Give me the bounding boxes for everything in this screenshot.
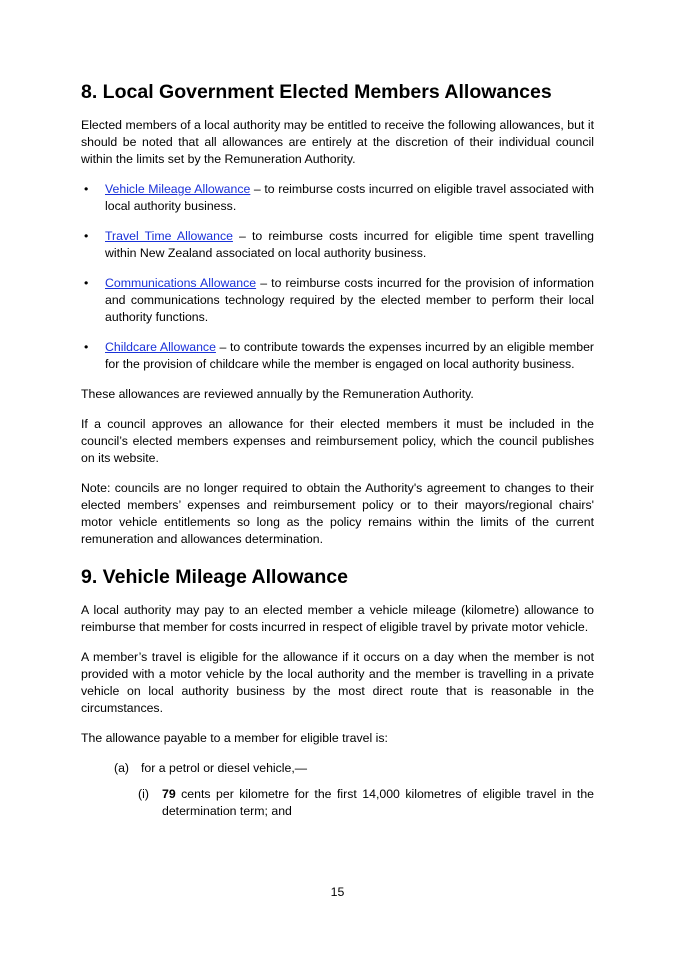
bullet-icon: • [84,182,89,196]
list-item [81,275,594,326]
page-content [81,79,594,820]
section-9-heading: 9. Vehicle Mileage Allowance [81,566,348,588]
allowances-list [81,181,594,373]
rate-value: 79 [162,787,176,801]
bullet-icon: • [84,276,89,290]
item-marker: (a) [114,761,130,775]
item-text: for a petrol or diesel vehicle,— [141,761,308,775]
travel-time-allowance-link[interactable]: Travel Time Allowance [105,229,233,243]
section-9-paragraph-2: A member’s travel is eligible for the allowance if it occurs on a day when the member is not provided with a motor vehicle by the local authority and the member is travelling in a private vehicle on local authority business by the most direct route that is reasonable in the circumstances. [81,650,594,715]
communications-allowance-link[interactable]: Communications Allowance [105,276,257,290]
allowance-payable-list [81,760,594,820]
section-9-paragraph-1: A local authority may pay to an elected member a vehicle mileage (kilometre) allowance to reimburse that member for costs incurred in respect of eligible travel by private motor vehicle. [81,603,594,634]
childcare-allowance-link[interactable]: Childcare Allowance [105,340,216,354]
list-item [81,339,594,373]
list-item [81,228,594,262]
bullet-text: – to reimburse costs incurred on eligible travel associated with local authority business. [105,182,594,213]
bullet-text: – to reimburse costs incurred for the provision of information and communications technology required by the elected member to perform their local authority functions. [105,276,594,324]
page-number: 15 [330,885,345,899]
section-8-heading: 8. Local Government Elected Members Allowances [81,81,552,103]
list-item-a [81,760,594,777]
vehicle-mileage-allowance-link[interactable]: Vehicle Mileage Allowance [105,182,251,196]
note-paragraph: Note: councils are no longer required to obtain the Authority's agreement to changes to their elected members’ expenses and reimbursement policy or to their mayors/regional chairs' motor vehicle entitlements so long as the policy remains within the limits of the current remuneration and allowances determination. [81,481,594,546]
reviewed-paragraph: These allowances are reviewed annually by the Remuneration Authority. [81,387,474,401]
bullet-text: – to reimburse costs incurred for eligible time spent travelling within New Zealand associated on local authority business. [105,229,595,260]
section-9-paragraph-3: The allowance payable to a member for eligible travel is: [81,731,388,745]
list-item-i [81,786,594,820]
item-text: cents per kilometre for the first 14,000 kilometres of eligible travel in the determination term; and [162,787,594,818]
section-8-intro: Elected members of a local authority may be entitled to receive the following allowances, but it should be noted that all allowances are entirely at the discretion of their individual council within the limits set by the Remuneration Authority. [81,118,594,166]
policy-paragraph: If a council approves an allowance for their elected members it must be included in the council’s elected members expenses and reimbursement policy, which the council publishes on its website. [81,417,594,465]
bullet-icon: • [84,229,89,243]
item-marker: (i) [138,787,149,801]
bullet-text: – to contribute towards the expenses incurred by an eligible member for the provision of childcare while the member is engaged on local authority business. [105,340,595,371]
list-item [81,181,594,215]
bullet-icon: • [84,340,89,354]
